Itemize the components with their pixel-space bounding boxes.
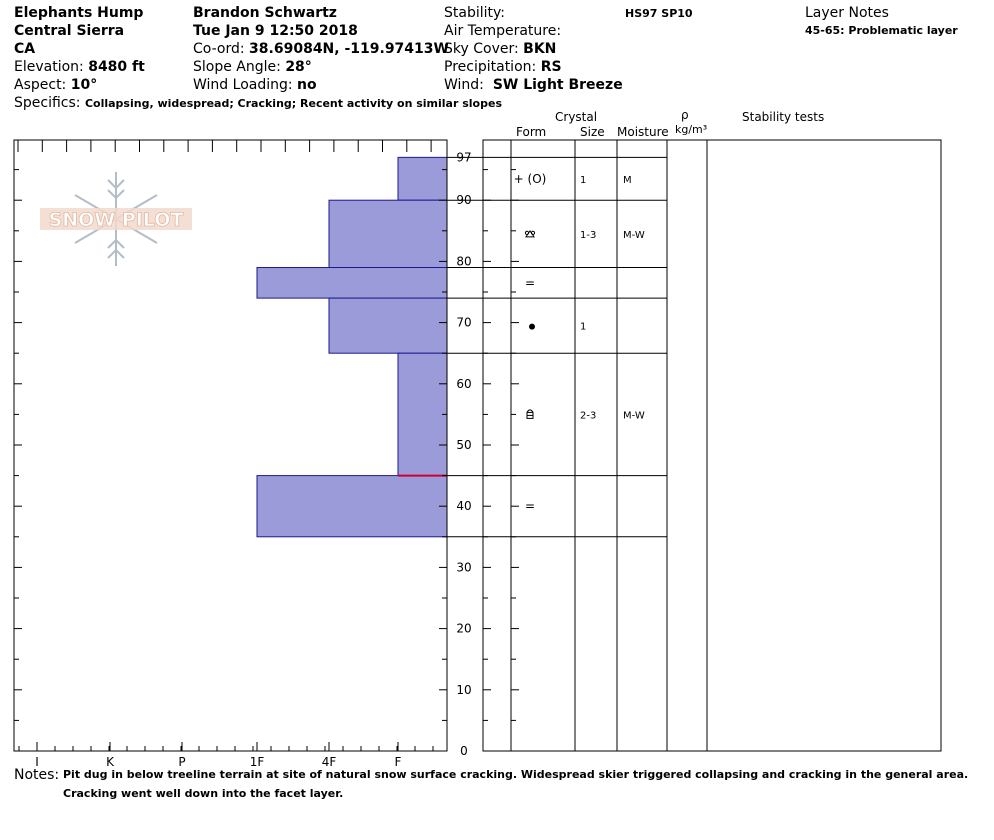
stability: Stability: bbox=[444, 5, 505, 21]
hardness-label: K bbox=[106, 755, 114, 769]
crystal-form-text: = bbox=[524, 499, 536, 514]
wind-loading-label: Wind Loading: bbox=[193, 77, 293, 93]
location: Elephants Hump bbox=[14, 5, 144, 21]
wind-label: Wind: bbox=[444, 77, 484, 93]
crystal-size-text: 1 bbox=[580, 174, 587, 186]
crystal-form-text: + (O) bbox=[513, 171, 547, 186]
size-header: Size bbox=[580, 125, 605, 139]
form-header: Form bbox=[516, 125, 547, 139]
depth-label: 0 bbox=[460, 744, 468, 758]
layer-note: 45-65: Problematic layer bbox=[805, 24, 958, 37]
depth-label: 80 bbox=[456, 254, 472, 269]
precip-label: Precipitation: bbox=[444, 59, 537, 75]
moisture-text: M-W bbox=[623, 229, 645, 241]
layer-notes-title: Layer Notes bbox=[805, 5, 889, 21]
wind-loading-value: no bbox=[297, 77, 317, 93]
hardness-bar bbox=[398, 157, 447, 200]
coord-value: 38.69084N, -119.97413W bbox=[249, 41, 449, 57]
depth-label: 50 bbox=[456, 438, 472, 452]
datetime: Tue Jan 9 12:50 2018 bbox=[193, 23, 358, 39]
range: Central Sierra bbox=[14, 23, 125, 39]
hardness-label: 1F bbox=[249, 755, 265, 769]
depth-label: 20 bbox=[456, 621, 472, 636]
specifics-label: Specifics: bbox=[14, 95, 81, 111]
elevation-value: 8480 ft bbox=[88, 59, 145, 75]
depth-label: 10 bbox=[456, 682, 472, 697]
depth-label: 90 bbox=[456, 193, 472, 208]
aspect-label: Aspect: bbox=[14, 77, 67, 93]
sky-cover-value: BKN bbox=[523, 41, 557, 57]
stability-tests-header: Stability tests bbox=[742, 110, 825, 124]
hardness-bar bbox=[329, 298, 447, 353]
notes-line2: Cracking went well down into the facet layer. bbox=[63, 787, 344, 800]
depth-hoar-icon bbox=[525, 231, 534, 237]
depth-label: 97 bbox=[456, 150, 472, 165]
depth-hoar-dot bbox=[531, 231, 534, 234]
density-unit: kg/m³ bbox=[675, 123, 708, 136]
hardness-bar bbox=[329, 200, 447, 267]
depth-label: 60 bbox=[456, 376, 472, 391]
hardness-label: P bbox=[178, 755, 186, 769]
precip-value: RS bbox=[540, 59, 562, 75]
crystal-size-text: 2-3 bbox=[580, 410, 597, 422]
slope-label: Slope Angle: bbox=[193, 59, 281, 75]
table-frame bbox=[483, 140, 941, 751]
elevation-label: Elevation: bbox=[14, 59, 84, 75]
hardness-label: I bbox=[35, 755, 39, 769]
notes-line1: Pit dug in below treeline terrain at site of natural snow surface cracking. Widespread skier triggered collapsing and cracking in the general area. bbox=[63, 768, 969, 781]
faceted-crystal-icon bbox=[527, 410, 533, 419]
hardness-bar bbox=[257, 476, 447, 537]
moisture-text: M bbox=[623, 174, 632, 186]
state: CA bbox=[14, 41, 36, 57]
slope-value: 28° bbox=[285, 59, 312, 75]
crystal-size-text: 1 bbox=[580, 321, 587, 333]
hs-sp: HS97 SP10 bbox=[625, 7, 693, 20]
depth-hoar-dot bbox=[525, 231, 528, 234]
crystal-size-text: 1-3 bbox=[580, 229, 597, 241]
depth-label: 40 bbox=[456, 499, 472, 514]
rho-header: ρ bbox=[681, 108, 689, 122]
hardness-label: F bbox=[394, 755, 402, 769]
sky-cover-label: Sky Cover: bbox=[444, 41, 519, 57]
logo-text: SNOW PILOT bbox=[48, 209, 184, 231]
moisture-text: M-W bbox=[623, 410, 645, 422]
aspect-value: 10° bbox=[70, 77, 98, 93]
observer: Brandon Schwartz bbox=[193, 5, 337, 21]
graupel-icon bbox=[529, 324, 535, 330]
hardness-bar bbox=[398, 353, 447, 475]
depth-label: 30 bbox=[456, 560, 472, 575]
crystal-header: Crystal bbox=[555, 110, 598, 124]
moisture-header: Moisture bbox=[617, 125, 669, 139]
wind-value: SW Light Breeze bbox=[492, 77, 623, 93]
specifics-value: Collapsing, widespread; Cracking; Recent activity on similar slopes bbox=[84, 97, 502, 110]
air-temperature: Air Temperature: bbox=[444, 23, 562, 39]
hardness-label: 4F bbox=[321, 755, 337, 769]
crystal-form-text: = bbox=[524, 275, 536, 290]
depth-label: 70 bbox=[456, 315, 472, 330]
coord-label: Co-ord: bbox=[193, 41, 245, 57]
notes-label: Notes: bbox=[14, 767, 60, 783]
hardness-bar bbox=[257, 268, 447, 299]
